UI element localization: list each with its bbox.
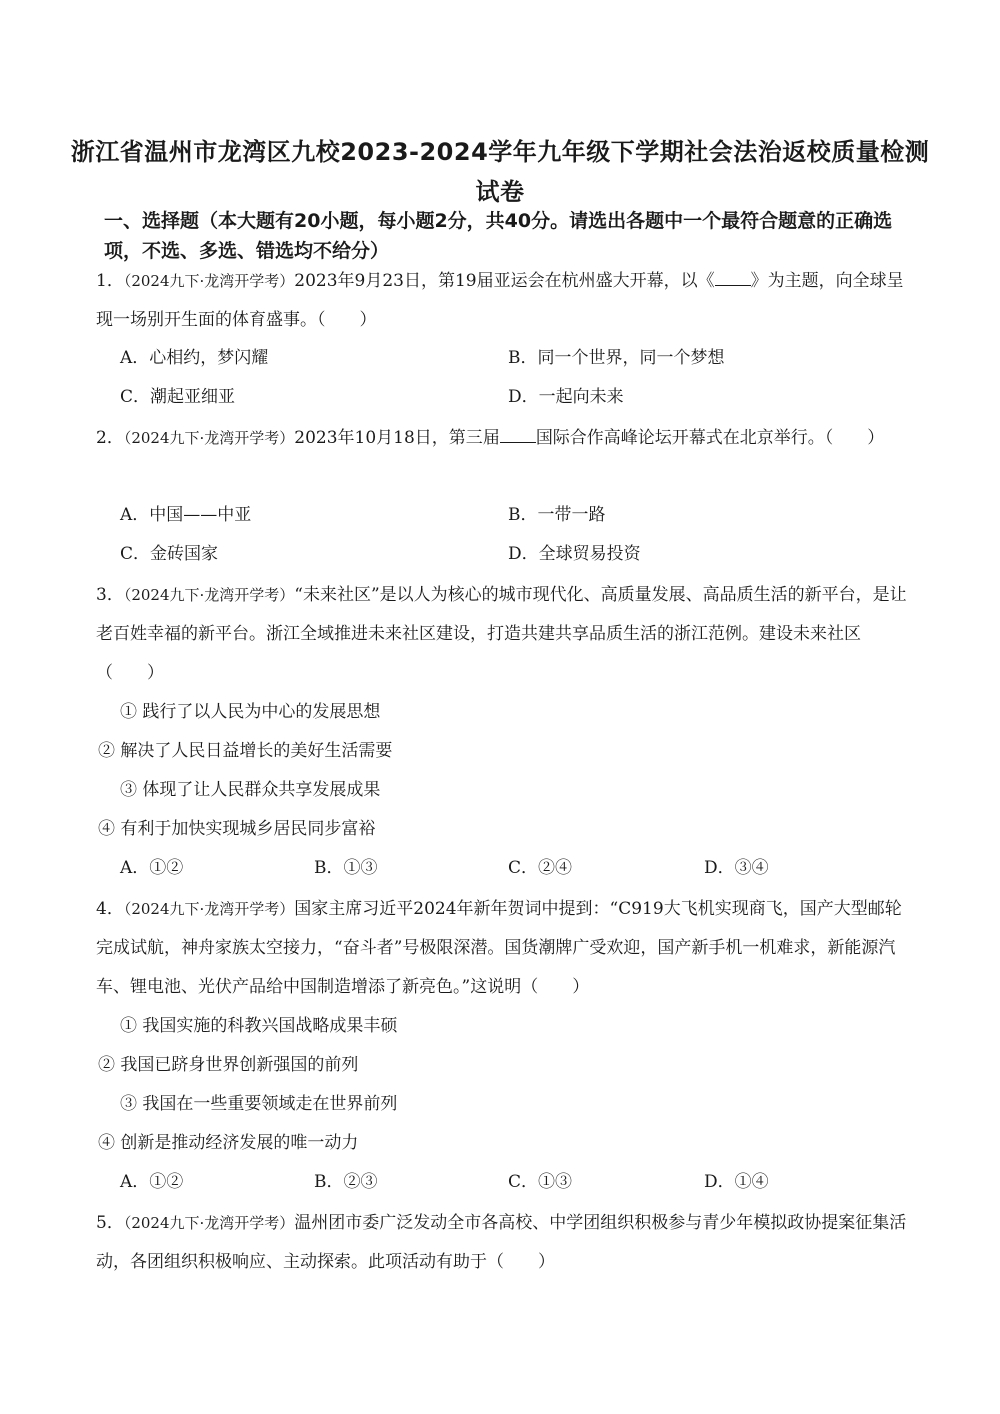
option-a: A．①②: [120, 858, 184, 878]
statement-2: ② 解决了人民日益增长的美好生活需要: [98, 741, 393, 761]
statement-1: ① 我国实施的科教兴国战略成果丰硕: [120, 1016, 398, 1036]
question-number: 2．: [96, 428, 124, 448]
option-c: C．潮起亚细亚: [120, 387, 236, 407]
option-c: C．①③: [508, 1172, 573, 1192]
answer-blank: [715, 267, 751, 286]
question-source: （2024九下·龙湾开学考）: [123, 272, 295, 290]
document-title: 浙江省温州市龙湾区九校2023-2024学年九年级下学期社会法治返校质量检测试卷: [70, 138, 930, 206]
option-a: A．①②: [120, 1172, 184, 1192]
statement-3: ③ 体现了让人民群众共享发展成果: [120, 780, 381, 800]
option-a: A．心相约，梦闪耀: [120, 348, 269, 368]
question-2: [96, 419, 912, 458]
question-number: 1．: [96, 271, 124, 291]
question-text: 国家主席习近平2024年新年贺词中提到：“C919大飞机实现商飞，国产大型邮轮完成试航，神舟家族太空接力，“奋斗者”号极限深潜。国货潮牌广受欢迎，国产新手机一机难求，新能源汽车、锂电池、光伏产品给中国制造增添了新亮色。”这说明（ ）: [96, 899, 902, 997]
question-1: [96, 262, 912, 340]
question-text: 》为主题，向全球呈现一场别开生面的体育盛事。（ ）: [96, 271, 904, 330]
question-text: 2023年9月23日，第19届亚运会在杭州盛大开幕，以《: [294, 271, 715, 291]
statement-3: ③ 我国在一些重要领域走在世界前列: [120, 1094, 398, 1114]
question-4: [96, 890, 912, 1007]
statement-4: ④ 有利于加快实现城乡居民同步富裕: [98, 819, 376, 839]
question-source: （2024九下·龙湾开学考）: [123, 586, 295, 604]
question-3: [96, 576, 912, 693]
statement-1: ① 践行了以人民为中心的发展思想: [120, 702, 381, 722]
answer-blank: [500, 424, 536, 443]
option-c: C．金砖国家: [120, 544, 219, 564]
section-heading: 一、选择题（本大题有20小题，每小题2分，共40分。请选出各题中一个最符合题意的正确选项，不选、多选、错选均不给分）: [104, 210, 893, 262]
question-text: 2023年10月18日，第三届: [294, 428, 500, 448]
question-text: 温州团市委广泛发动全市各高校、中学团组织积极参与青少年模拟政协提案征集活动，各团组织积极响应、主动探索。此项活动有助于（ ）: [96, 1213, 907, 1272]
option-b: B．同一个世界，同一个梦想: [508, 348, 725, 368]
statement-4: ④ 创新是推动经济发展的唯一动力: [98, 1133, 359, 1153]
option-b: B．一带一路: [508, 505, 606, 525]
question-source: （2024九下·龙湾开学考）: [123, 429, 295, 447]
question-text: 国际合作高峰论坛开幕式在北京举行。（ ）: [535, 428, 885, 448]
option-d: D．全球贸易投资: [508, 544, 641, 564]
option-b: B．②③: [314, 1172, 378, 1192]
question-source: （2024九下·龙湾开学考）: [123, 900, 295, 918]
question-5: [96, 1204, 912, 1282]
question-number: 4．: [96, 899, 124, 919]
question-source: （2024九下·龙湾开学考）: [123, 1214, 295, 1232]
statement-2: ② 我国已跻身世界创新强国的前列: [98, 1055, 359, 1075]
option-c: C．②④: [508, 858, 573, 878]
option-d: D．③④: [704, 858, 769, 878]
question-number: 5．: [96, 1213, 124, 1233]
option-b: B．①③: [314, 858, 378, 878]
question-text: “未来社区”是以人为核心的城市现代化、高质量发展、高品质生活的新平台，是让老百姓幸福的新平台。浙江全域推进未来社区建设，打造共建共享品质生活的浙江范例。建设未来社区（ ）: [96, 585, 907, 683]
option-d: D．一起向未来: [508, 387, 624, 407]
option-d: D．①④: [704, 1172, 769, 1192]
option-a: A．中国——中亚: [120, 505, 252, 525]
question-number: 3．: [96, 585, 124, 605]
